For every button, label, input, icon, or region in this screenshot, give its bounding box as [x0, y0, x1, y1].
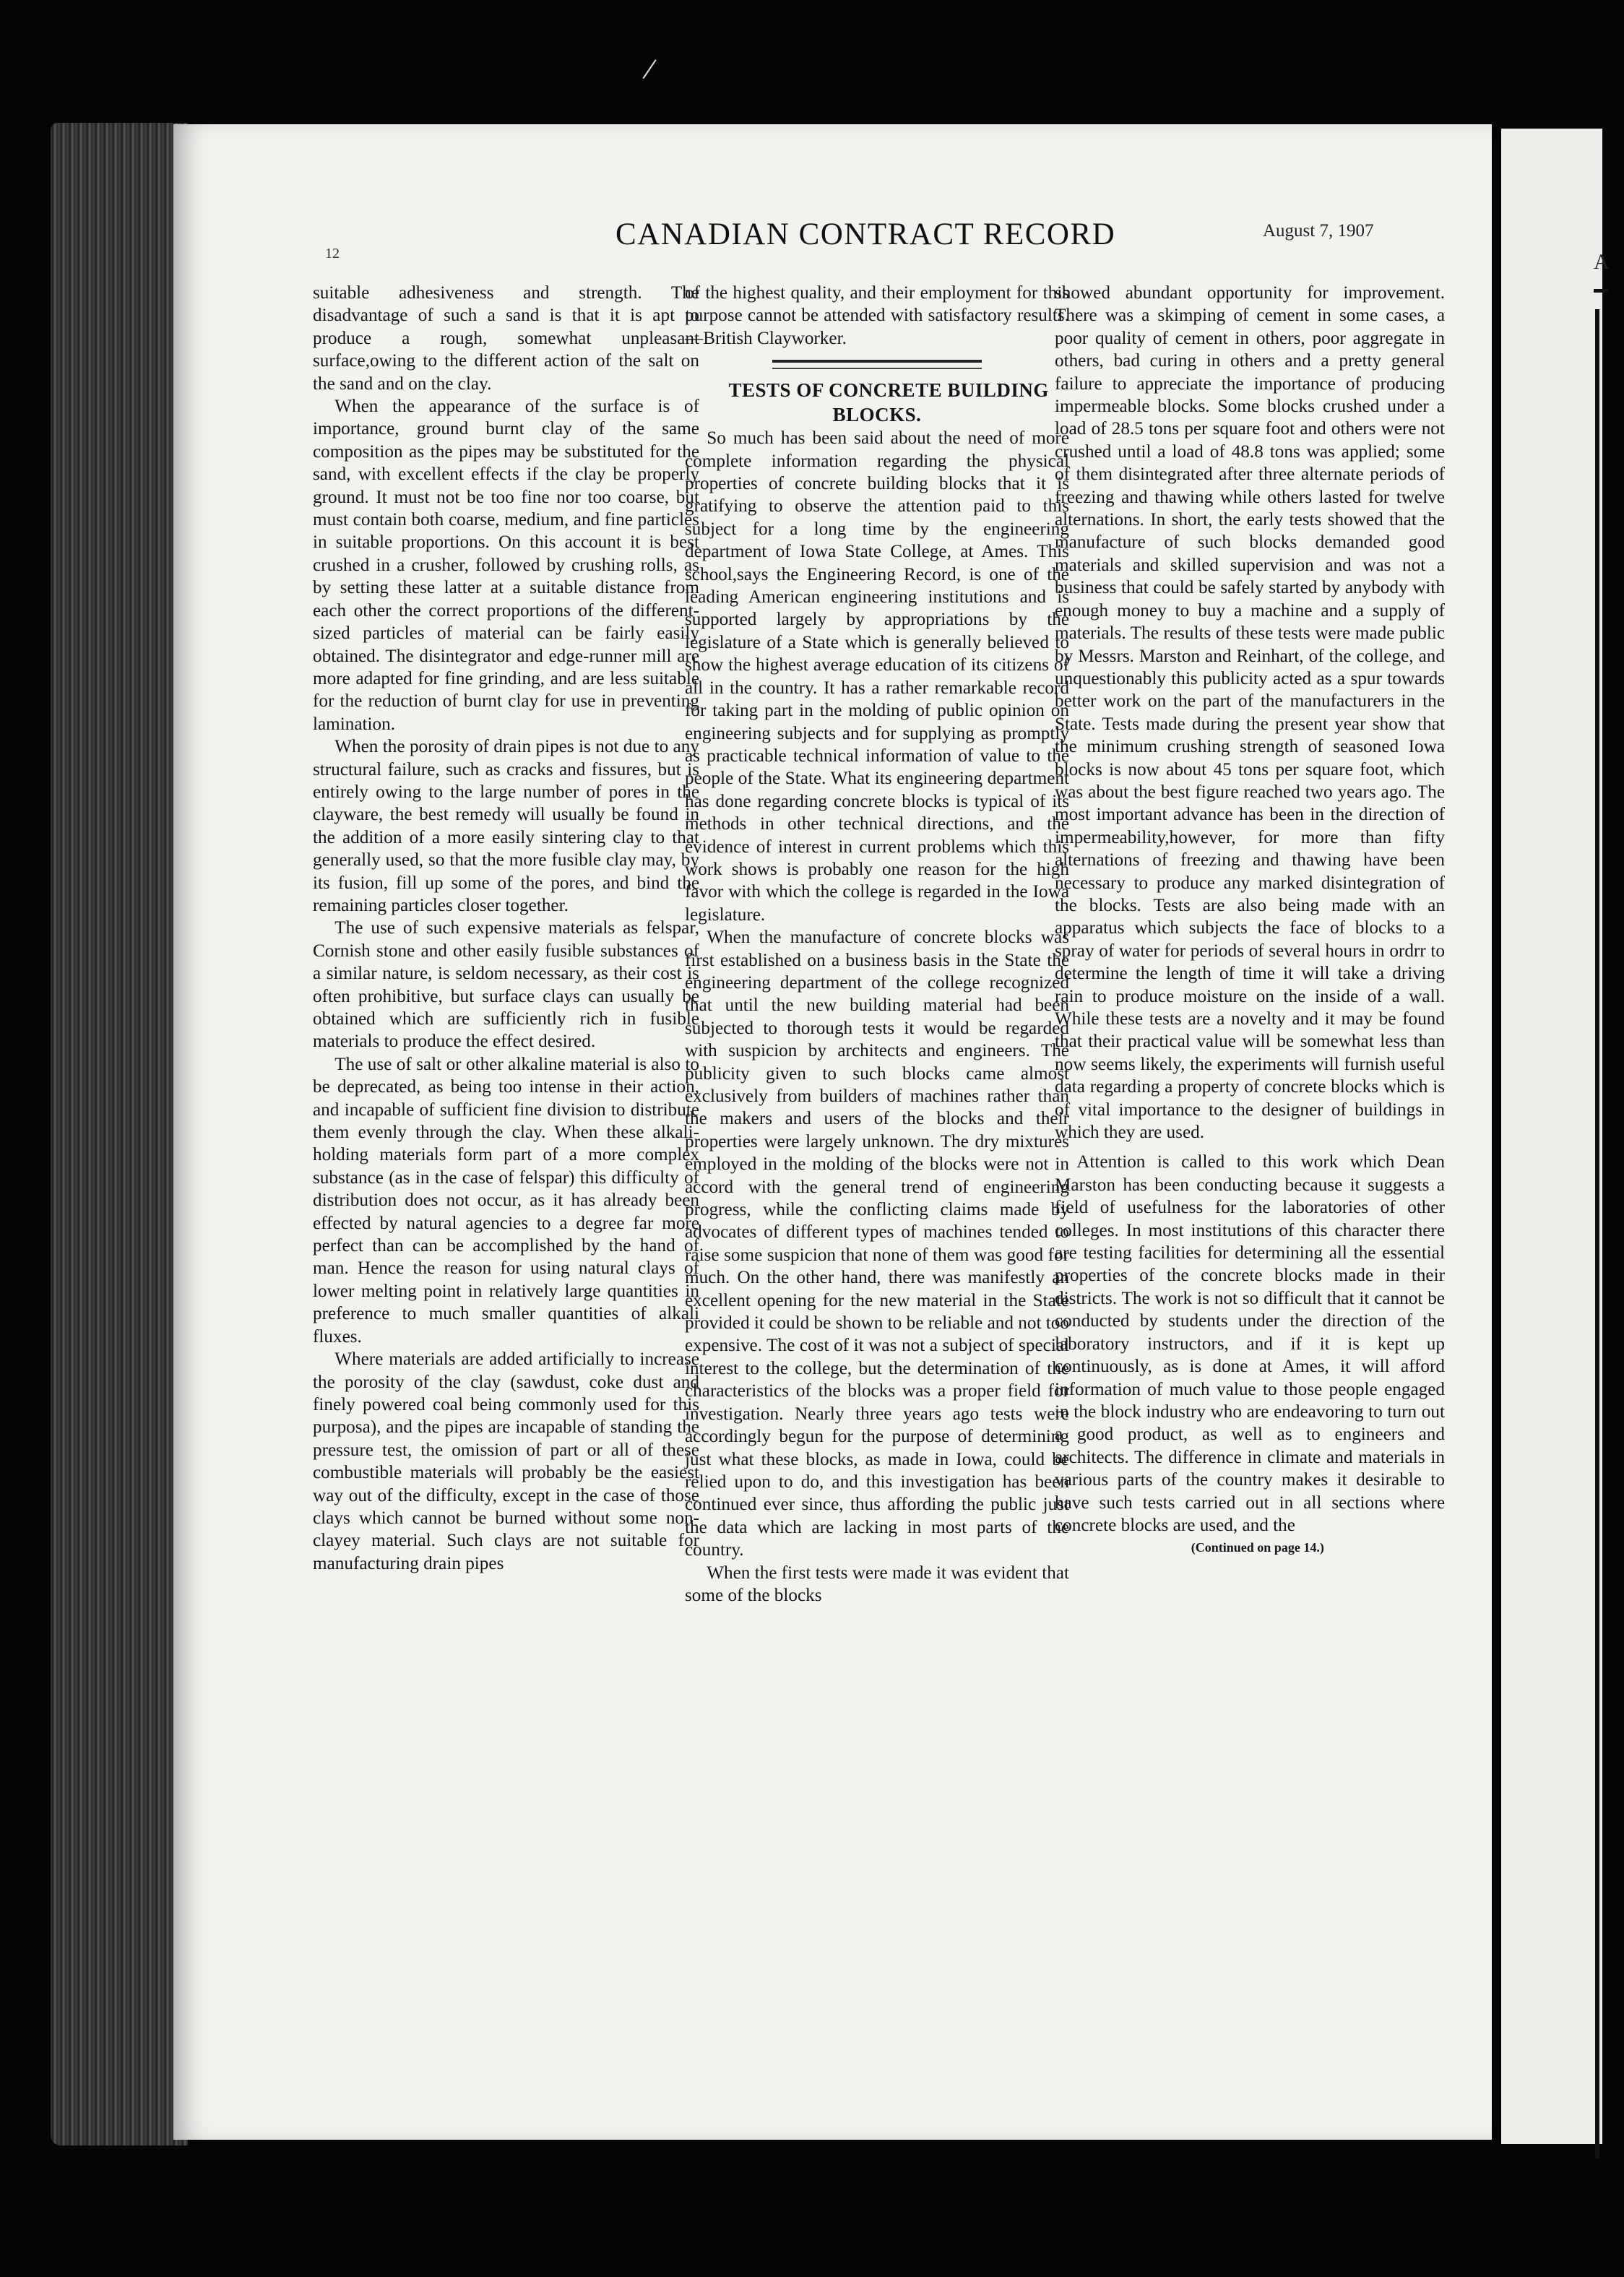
page-number: 12 [325, 246, 340, 262]
paragraph: When the first tests were made it was evident that some of the blocks [685, 1563, 1069, 1605]
paragraph: When the manufacture of concrete blocks was first established on a business basis in the State the engineering department of the college recognized that until the new building material had been subjected to thorough tests it would be regarded with suspicion by architects and engineers. The publicity given to such blocks came almost exclusively from builders of machines rather than the makers and users of the blocks and their properties were largely unknown. The dry mixtures employed in the molding of the blocks were not in accord with the general trend of engineering progress, while the conflicting claims made by advocates of different types of machines tended to raise some suspicion that none of them was good for much. On the other hand, there was manifestly an excellent opening for the new material in the State provided it could be shown to be reliable and not too expensive. The cost of it was not a subject of special interest to the college, but the determination of the characteristics of the blocks was a proper field for investigation. Nearly three years ago tests were accordingly begun for the purpose of determining just what these blocks, as made in Iowa, could be relied upon to do, and this investigation has been continued ever since, thus affording the public just the data which are lacking in most parts of the country. [685, 928, 1069, 1560]
section-divider [772, 360, 982, 369]
paragraph: of the highest quality, and their employment for this purpose cannot be attended with satisfactory results.—British Clayworker. [685, 283, 1069, 348]
paragraph: Attention is called to this work which Dean Marston has been conducting because it suggests a field of usefulness for the laboratories of other colleges. In most institutions of this character there are testing facilities for determining all the essential properties of the concrete blocks made in their districts. The work is not so difficult that it cannot be conducted by students under the direction of the laboratory instructors, and if it is kept up continuously, as is done at Ames, it will afford information of much value to those people engaged in the block industry who are endeavoring to turn out a good product, as well as to engineers and architects. The difference in climate and materials in various parts of the country makes it desirable to have such tests carried out in all sections where concrete blocks are used, and the [1055, 1152, 1445, 1535]
paragraph: The use of such expensive materials as felspar, Cornish stone and other easily fusible substances of a similar nature, is seldom necessary, as their cost is often prohibitive, but surface clays can usually be obtained which are sufficiently rich in fusible materials to produce the effect desired. [313, 918, 699, 1052]
paragraph: showed abundant opportunity for improvement. There was a skimping of cement in some cases, a poor quality of cement in others, poor aggregate in others, bad curing in others and a pretty general failure to appreciate the importance of producing impermeable blocks. Some blocks crushed under a load of 28.5 tons per square foot and others were not crushed until a load of 48.8 tons was applied; some of them disintegrated after three alternate periods of freezing and thawing while others lasted for twelve alternations. In short, the early tests showed that the manufacture of such blocks demanded good materials and skilled supervision and was not a business that could be safely started by anybody with enough money to buy a machine and a supply of materials. The results of these tests were made public by Messrs. Marston and Reinhart, of the college, and unquestionably this publicity acted as a spur towards better work on the part of the manufacturers in the State. Tests made during the present year show that the minimum crushing strength of seasoned Iowa blocks is now about 45 tons per square foot, which was about the best figure reached two years ago. The most important advance has been in the direction of impermeability,however, for more than fifty alternations of freezing and thawing have been necessary to produce any marked disintegration of the blocks. Tests are also being made with an apparatus which subjects the face of blocks to a spray of water for periods of several hours in ordrr to determine the length of time it will take a driving rain to produce moisture on the inside of a wall. While these tests are a novelty and it may be found that their practical value will be somewhat less than now seems likely, the experiments will furnish useful data regarding a property of concrete blocks which is of vital importance to the designer of buildings in which they are used. [1055, 283, 1445, 1143]
paragraph: Where materials are added artificially to increase the porosity of the clay (sawdust, coke dust and finely powered coal being commonly used for this purposa), and the pipes are incapable of standing the pressure test, the omission of part or all of these combustible materials will probably be the easiest way out of the difficulty, except in the case of those clays which cannot be burned without some non-clayey material. Such clays are not suitable for manufacturing drain pipes [313, 1349, 699, 1573]
column-3 [1055, 282, 1445, 1560]
facing-page-border [1595, 309, 1607, 2159]
paragraph: When the appearance of the surface is of importance, ground burnt clay of the same composition as the pipes may be substituted for the sand, with excellent effects if the clay be properly ground. It must not be too fine nor too coarse, but must contain both coarse, medium, and fine particles in suitable proportions. On this account it is best crushed in a crusher, followed by crushing rolls, as by setting these latter at a suitable distance from each other the correct proportions of the different-sized particles of material can be fairly easily obtained. The disintegrator and edge-runner mill are more adapted for fine grinding, and are less suitable for the reduction of burnt clay for use in preventing lamination. [313, 397, 699, 734]
issue-date: August 7, 1907 [1263, 221, 1374, 241]
facing-page-letter: A [1594, 250, 1610, 274]
facing-page [1501, 129, 1610, 2144]
publication-title: CANADIAN CONTRACT RECORD [616, 217, 1116, 251]
paragraph: So much has been said about the need of more complete information regarding the physical properties of concrete building blocks that it is gratifying to observe the attention paid to this subject for a long time by the engineering department of Iowa State College, at Ames. This school,says the Engineering Record, is one of the leading American engineering institutions and is supported largely by appropriations by the legislature of a State which is generally believed to show the highest average education of its citizens of all in the country. It has a rather remarkable record for taking part in the molding of public opinion on engineering subjects and for supplying as promptly as practicable technical information of value to the people of the State. What its engineering department has done regarding concrete blocks is typical of its methods in other technical directions, and the evidence of interest in current problems which this work shows is probably one reason for the high favor with which the college is regarded in the Iowa legislature. [685, 428, 1069, 925]
paragraph: When the porosity of drain pipes is not due to any structural failure, such as cracks and fissures, but is entirely owing to the large number of pores in the clayware, the best remedy will usually be found in the addition of a more easily sintering clay to that generally used, so that the more fusible clay may, by its fusion, fill up some of the pores, and bind the remaining particles closer together. [313, 737, 699, 915]
stray-mark: / [640, 51, 659, 87]
paragraph: suitable adhesiveness and strength. The disadvantage of such a sand is that it is apt to produce a rough, somewhat unpleasant surface,owing to the different action of the salt on the sand and on the clay. [313, 283, 699, 394]
book-page-edges [51, 123, 188, 2146]
paragraph: The use of salt or other alkaline material is also to be deprecated, as being too intense in their action, and incapable of sufficient fine division to distribute them evenly through the clay. When these alkali-holding materials form part of a more complex substance (as in the case of felspar) this difficulty of distribution does not occur, as it has already been effected by natural agencies to a degree far more perfect than can be accomplished by the hand of man. Hence the reason for using natural clays of lower melting point in relatively large quantities in preference to much smaller quantities of alkali fluxes. [313, 1054, 699, 1347]
continued-note: (Continued on page 14.) [1191, 1540, 1324, 1555]
facing-page-rule [1594, 289, 1608, 293]
column-2 [685, 282, 1069, 1607]
column-1 [313, 282, 699, 1575]
article-heading: TESTS OF CONCRETE BUILDING BLOCKS. [728, 379, 1049, 426]
